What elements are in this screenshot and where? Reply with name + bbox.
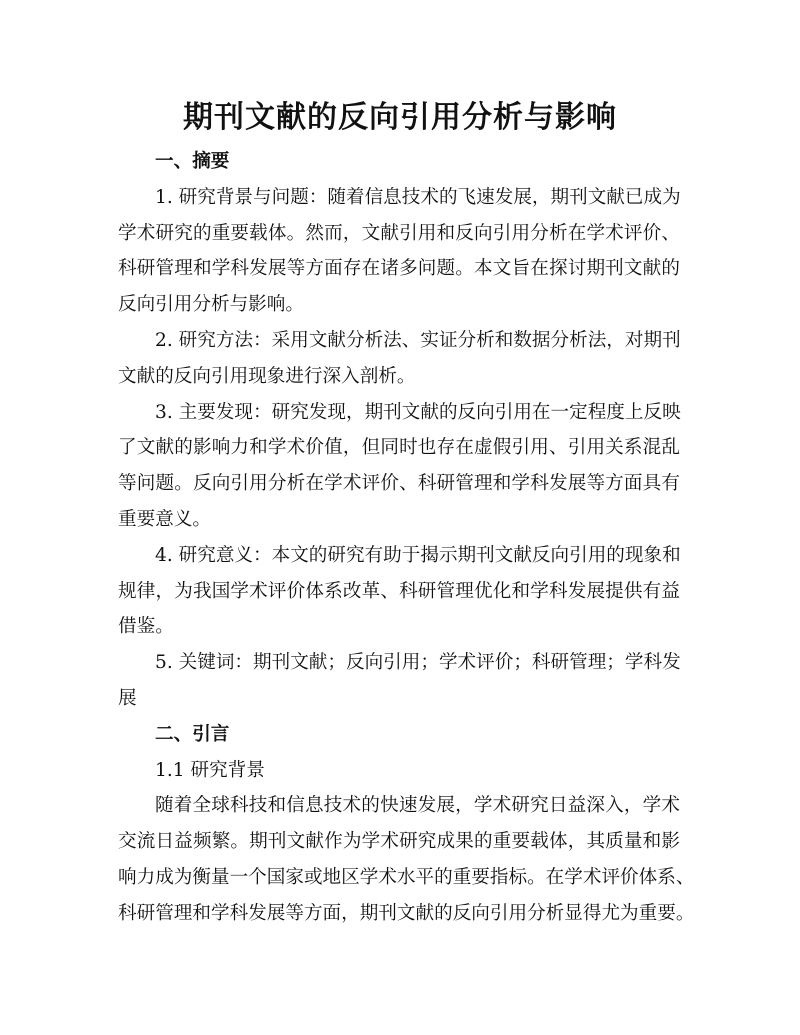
section-heading-intro: 二、引言: [155, 723, 230, 745]
text-line: 了文献的影响力和学术价值，但同时也存在虚假引用、引用关系混乱: [118, 437, 680, 459]
text-line: 规律，为我国学术评价体系改革、科研管理优化和学科发展提供有益: [118, 580, 680, 602]
subsection-heading: 1.1 研究背景: [155, 759, 265, 781]
document-title: 期刊文献的反向引用分析与影响: [183, 100, 617, 135]
abstract-paragraph-1: [118, 180, 680, 323]
text-line: 反向引用分析与影响。: [118, 294, 304, 316]
text-line: 响力成为衡量一个国家或地区学术水平的重要指标。在学术评价体系、: [118, 866, 695, 888]
text-line: 文献的反向引用现象进行深入剖析。: [118, 365, 416, 387]
text-line: 随着全球科技和信息技术的快速发展，学术研究日益深入，学术: [155, 795, 680, 817]
document-body: [118, 144, 695, 932]
abstract-paragraph-4: [118, 538, 680, 645]
text-line: 5. 关键词：期刊文献；反向引用；学术评价；科研管理；学科发: [155, 652, 681, 674]
text-line: 3. 主要发现：研究发现，期刊文献的反向引用在一定程度上反映: [155, 401, 681, 423]
abstract-paragraph-3: [118, 395, 680, 538]
text-line: 展: [118, 687, 137, 709]
abstract-keywords: [118, 645, 680, 717]
text-line: 科研管理和学科发展等方面存在诸多问题。本文旨在探讨期刊文献的: [118, 258, 680, 280]
intro-paragraph-1: [118, 788, 695, 931]
text-line: 等问题。反向引用分析在学术评价、科研管理和学科发展等方面具有: [118, 473, 680, 495]
text-line: 重要意义。: [118, 508, 211, 530]
abstract-paragraph-2: [118, 323, 680, 395]
text-line: 1. 研究背景与问题：随着信息技术的飞速发展，期刊文献已成为: [155, 186, 681, 208]
text-line: 2. 研究方法：采用文献分析法、实证分析和数据分析法，对期刊: [155, 329, 681, 351]
text-line: 借鉴。: [118, 616, 174, 638]
text-line: 4. 研究意义：本文的研究有助于揭示期刊文献反向引用的现象和: [155, 544, 681, 566]
section-heading-abstract: 一、摘要: [155, 151, 230, 172]
text-line: 学术研究的重要载体。然而，文献引用和反向引用分析在学术评价、: [118, 222, 680, 244]
text-line: 交流日益频繁。期刊文献作为学术研究成果的重要载体，其质量和影: [118, 831, 680, 853]
text-line: 科研管理和学科发展等方面，期刊文献的反向引用分析显得尤为重要。: [118, 902, 695, 924]
